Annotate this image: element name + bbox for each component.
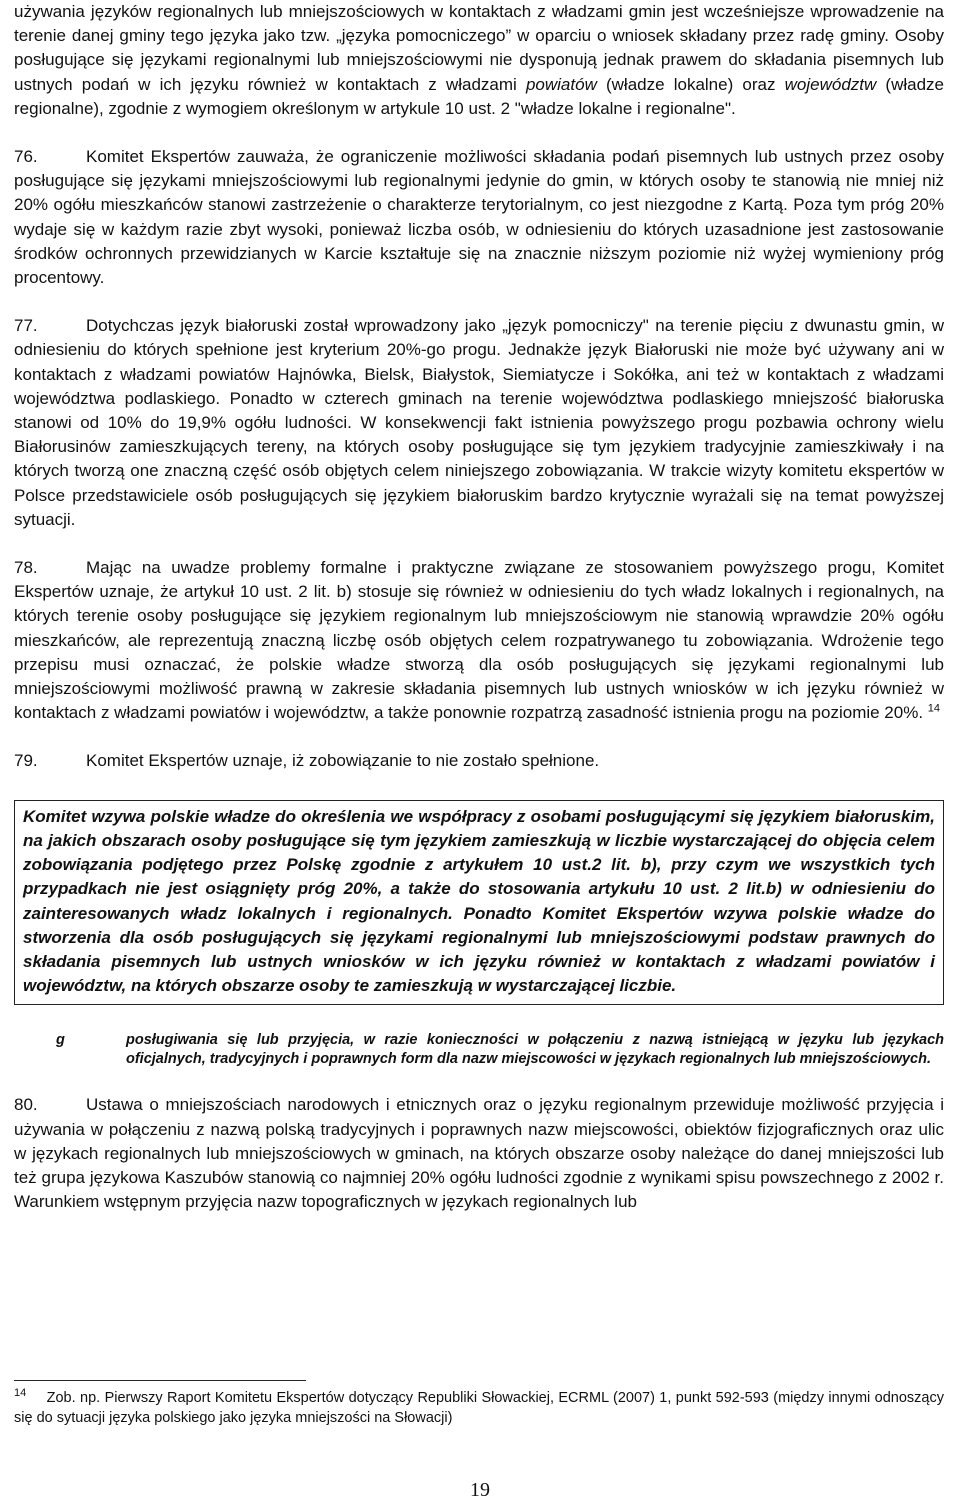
paragraph-text: Mając na uwadze problemy formalne i praktyczne związane ze stosowaniem powyższego progu, Komitet Ekspertów uznaje, że artykuł 10 ust. 2 lit. b) stosuje się również w odniesieniu do tych władz lokalnych i regionalnych, na których terenie osoby posługujące się językiem regionalnym lub mniejszościowym nie stanowią wprawdzie 20% ogółu mieszkańców, ale reprezentują znaczną liczbę osób objętych celem rozpatrywanego tu zobowiązania. Wdrożenie tego przepisu musi oznaczać, że polskie władze stworzą dla osób posługujących się językami regionalnymi lub mniejszościowymi możliwość prawną w zakresie składania pisemnych lub ustnych wniosków w ich języku również w kontaktach z władzami powiatów i województw, a także ponownie rozpatrzą zasadność istnienia progu na poziomie 20%. (14, 558, 944, 723)
paragraph-78 (14, 556, 944, 725)
paragraph-77 (14, 314, 944, 532)
footnote-marker: 14 (14, 1387, 27, 1400)
paragraph-text: Komitet Ekspertów zauważa, że ograniczenie możliwości składania podań pisemnych lub ustnych przez osoby posługujące się językami mniejszościowymi lub regionalnymi jedynie do gmin, w których osoby te stanowią nie mniej niż 20% ogółu mieszkańców stanowi zastrzeżenie o charakterze terytorialnym, co jest niezgodne z Kartą. Poza tym próg 20% wydaje się w każdym razie zbyt wysoki, ponieważ liczba osób, w odniesieniu do których uzasadnione jest zastosowanie środków ochronnych przewidzianych w Karcie kształtuje się na znacznie niższym poziomie niż wyżej wymieniony próg procentowy. (14, 147, 944, 288)
footnote-divider (14, 1380, 306, 1381)
paragraph-text: Dotychczas język białoruski został wprowadzony jako „język pomocniczy" na terenie pięciu z dwunastu gmin, w odniesieniu do których spełnione jest kryterium 20%-go progu. Jednakże język Białoruski nie może być używany ani w kontaktach z władzami powiatów Hajnówka, Bielsk, Białystok, Siemiatycze i Sokółka, ani też w kontaktach z władzami województwa podlaskiego. Ponadto w czterech gminach na terenie województwa podlaskiego mniejszość białoruska stanowi od 10% do 19,9% ogółu ludności. W konsekwencji fakt istnienia powyższego progu pozbawia ochrony wielu Białorusinów zamieszkujących tereny, na których osoby posługujące się tym językiem tradycyjnie zamieszkiwały i na których tworzą one znaczną część osób objętych celem niniejszego zobowiązania. W trakcie wizyty komitetu ekspertów w Polsce przedstawiciele osób posługujących się językiem białoruskim bardzo krytycznie wyrażali się na temat powyższej sytuacji. (14, 316, 944, 529)
paragraph-80 (14, 1093, 944, 1214)
charter-item-text: posługiwania się lub przyjęcia, w razie konieczności w połączeniu z nazwą istniejącą w języku lub językach oficjalnych, tradycyjnych i poprawnych form dla nazw miejscowości w językach regionalnych lub mniejszościowych. (126, 1032, 944, 1068)
intro-paragraph (14, 0, 944, 121)
charter-item-letter: g (56, 1032, 65, 1049)
paragraph-79 (14, 749, 944, 773)
document-page (14, 0, 945, 1426)
recommendation-box (14, 800, 944, 1006)
intro-text-2: (władze lokalne) oraz (596, 74, 785, 94)
intro-emphasis-wojewodztw: województw (784, 74, 877, 94)
intro-text-1: używania języków regionalnych lub mniejszościowych w kontaktach z władzami gmin jest wcześniejsze wprowadzenie na terenie danej gminy tego języka jako tzw. „języka pomocniczego” w oparciu o wniosek składany przez radę gminy. Osoby posługujące się językami regionalnymi lub mniejszościowymi nie dysponują jednak prawem do składania pisemnych lub ustnych podań w ich języku również w kontaktach z władzami (14, 2, 944, 94)
paragraph-number: 77. (14, 316, 38, 336)
paragraph-76 (14, 145, 944, 290)
page-number: 19 (470, 1479, 490, 1501)
paragraph-text: Komitet Ekspertów uznaje, iż zobowiązanie to nie zostało spełnione. (86, 751, 600, 771)
paragraph-text: Ustawa o mniejszościach narodowych i etnicznych oraz o języku regionalnym przewiduje możliwość przyjęcia i używania w połączeniu z nazwą polską tradycyjnych i poprawnych nazw miejscowości, obiektów fizjograficznych oraz ulic w językach regionalnych lub mniejszościowych w gminach, na których obszarze osoby należące do danej mniejszości lub też grupa językowa Kaszubów stanowią co najmniej 20% ogółu ludności zgodnie z wynikami spisu powszechnego z 2002 r. Warunkiem wstępnym przyjęcia nazw topograficznych w językach regionalnych lub (14, 1095, 944, 1212)
footnote (14, 1388, 944, 1428)
intro-text-3: (władze regionalne), zgodnie z wymogiem określonym w artykule 10 ust. 2 "władze lokalne i regionalne". (14, 74, 945, 118)
paragraph-number: 76. (14, 147, 38, 167)
charter-item (14, 1031, 944, 1069)
paragraph-number: 79. (14, 751, 38, 771)
footnote-text: Zob. np. Pierwszy Raport Komitetu Ekspertów dotyczący Republiki Słowackiej, ECRML (2007) 1, punkt 592-593 (między innymi odnoszący się do sytuacji języka polskiego jako języka mniejszości na Słowacji) (14, 1390, 944, 1426)
paragraph-number: 78. (14, 558, 38, 578)
intro-emphasis-powiatow: powiatów (525, 74, 597, 94)
footnote-reference[interactable]: 14 (927, 702, 941, 715)
paragraph-number: 80. (14, 1095, 38, 1115)
recommendation-text: Komitet wzywa polskie władze do określenia we współpracy z osobami posługującymi się językiem białoruskim, na jakich obszarach osoby posługujące się tym językiem zamieszkują w liczbie wystarczającej do objęcia celem zobowiązania podjętego przez Polskę zgodnie z artykułem 10 ust.2 lit. b), przy czym we wszystkich tych przypadkach nie jest osiągnięty próg 20%, a także do stosowania artykułu 10 ust. 2 lit.b) w odniesieniu do zainteresowanych władz lokalnych i regionalnych. Ponadto Komitet Ekspertów wzywa polskie władze do stworzenia dla osób posługujących się językami regionalnymi lub mniejszościowymi podstaw prawnych do składania pisemnych lub ustnych wniosków w ich języku również w kontaktach z władzami powiatów i województw, na których obszarze osoby te zamieszkują w wystarczającej liczbie. (23, 806, 935, 996)
